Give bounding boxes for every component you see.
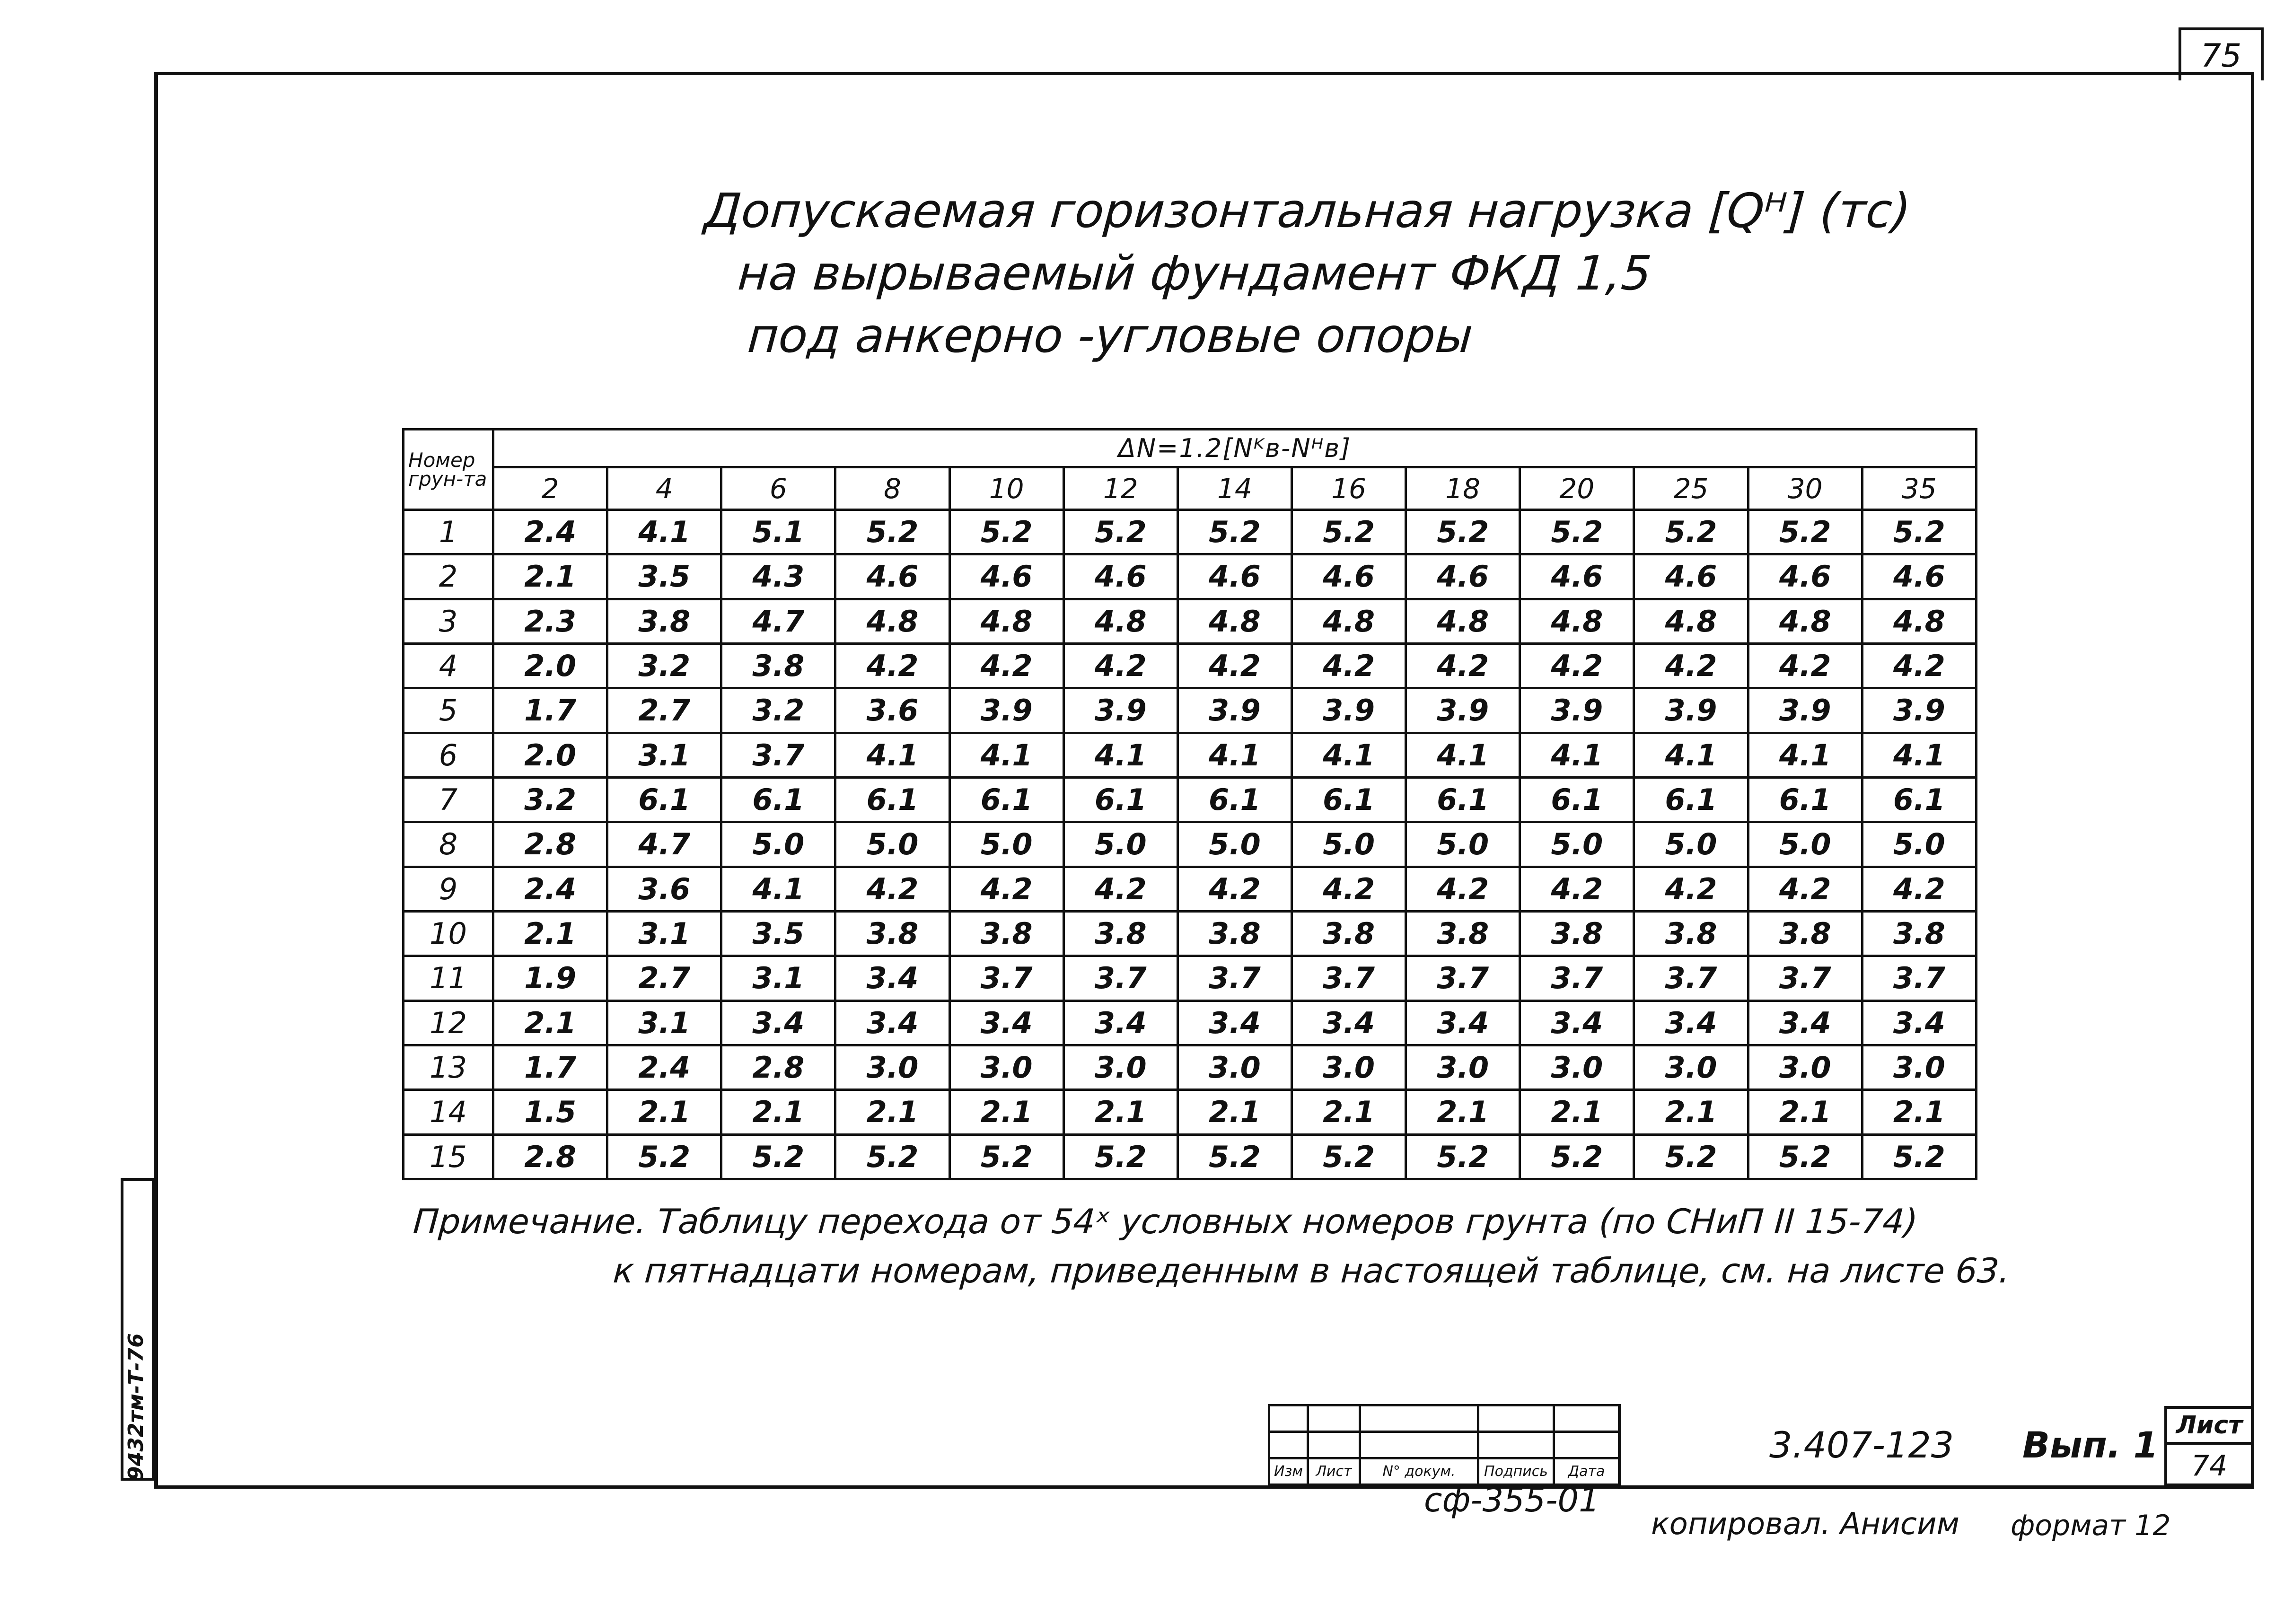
table-cell: 4.6 (1406, 554, 1520, 599)
table-cell: 4.6 (949, 554, 1063, 599)
table-cell: 4.2 (1291, 867, 1406, 911)
table-cell: 3.8 (1862, 911, 1976, 956)
table-cell: 4.6 (835, 554, 949, 599)
table-cell: 3.8 (1748, 911, 1862, 956)
load-table (402, 428, 1977, 1180)
stamp-column-label: Лист (1308, 1458, 1360, 1485)
row-header: Номер грун-та (404, 430, 493, 510)
table-cell: 3.8 (949, 911, 1063, 956)
table-cell: 4.8 (1862, 599, 1976, 643)
table-cell: 4.3 (721, 554, 835, 599)
table-cell: 3.0 (1634, 1045, 1748, 1089)
table-row (404, 956, 1977, 1001)
table-cell: 4.2 (835, 643, 949, 688)
table-cell: 3.9 (949, 688, 1063, 733)
table-cell: 4.2 (1862, 643, 1976, 688)
table-cell: 4.6 (1063, 554, 1177, 599)
table-cell: 2.8 (493, 822, 607, 867)
table-cell: 4.1 (1862, 733, 1976, 777)
table-cell: 3.0 (1520, 1045, 1634, 1089)
table-cell: 4.1 (721, 867, 835, 911)
table-cell: 1.7 (493, 688, 607, 733)
table-cell: 3.8 (1634, 911, 1748, 956)
table-cell: 3.0 (949, 1045, 1063, 1089)
table-cell: 4.8 (949, 599, 1063, 643)
table-cell: 1.7 (493, 1045, 607, 1089)
table-cell: 3.4 (1748, 1001, 1862, 1045)
table-cell: 5.2 (1634, 510, 1748, 554)
table-cell: 5.0 (949, 822, 1063, 867)
sheet-number: 74 (2191, 1449, 2228, 1483)
bottom-rule (1618, 1486, 2254, 1489)
table-cell: 4.6 (1520, 554, 1634, 599)
table-cell: 2.0 (493, 643, 607, 688)
table-cell: 5.2 (721, 1134, 835, 1179)
table-cell: 3.0 (1748, 1045, 1862, 1089)
table-row (404, 1090, 1977, 1134)
table-cell: 5.0 (721, 822, 835, 867)
table-cell: 6.1 (1063, 777, 1177, 822)
row-number: 15 (404, 1134, 493, 1179)
table-cell: 4.1 (1177, 733, 1291, 777)
table-cell: 5.2 (949, 1134, 1063, 1179)
table-cell: 1.9 (493, 956, 607, 1001)
table-cell: 5.2 (1177, 1134, 1291, 1179)
table-cell: 2.1 (949, 1090, 1063, 1134)
table-cell: 2.8 (493, 1134, 607, 1179)
table-cell: 4.2 (1748, 867, 1862, 911)
table-cell: 3.1 (721, 956, 835, 1001)
table-cell: 4.6 (1177, 554, 1291, 599)
table-cell: 5.0 (1291, 822, 1406, 867)
table-cell: 3.1 (607, 733, 721, 777)
table-cell: 3.0 (1406, 1045, 1520, 1089)
column-header: 25 (1634, 467, 1748, 510)
table-cell: 3.4 (1406, 1001, 1520, 1045)
table-cell: 2.1 (1634, 1090, 1748, 1134)
table-cell: 2.1 (607, 1090, 721, 1134)
column-header: 30 (1748, 467, 1862, 510)
table-row (404, 599, 1977, 643)
table-row (404, 1134, 1977, 1179)
table-cell: 3.2 (493, 777, 607, 822)
table-cell: 3.9 (1177, 688, 1291, 733)
table-cell: 4.8 (1520, 599, 1634, 643)
table-cell: 5.2 (835, 510, 949, 554)
column-header: 18 (1406, 467, 1520, 510)
table-row (404, 867, 1977, 911)
table-cell: 4.2 (1520, 643, 1634, 688)
column-header: 10 (949, 467, 1063, 510)
table-cell: 4.6 (1291, 554, 1406, 599)
table-cell: 3.0 (1063, 1045, 1177, 1089)
table-cell: 3.0 (835, 1045, 949, 1089)
table-cell: 3.7 (1177, 956, 1291, 1001)
table-cell: 2.1 (493, 911, 607, 956)
table-cell: 4.1 (1291, 733, 1406, 777)
table-cell: 3.4 (835, 956, 949, 1001)
table-cell: 5.2 (1748, 1134, 1862, 1179)
table-cell: 3.8 (1520, 911, 1634, 956)
table-cell: 3.7 (949, 956, 1063, 1001)
table-cell: 5.2 (1748, 510, 1862, 554)
table-cell: 3.0 (1177, 1045, 1291, 1089)
table-cell: 5.0 (1177, 822, 1291, 867)
table-cell: 3.1 (607, 1001, 721, 1045)
table-cell: 5.0 (1748, 822, 1862, 867)
cf-code: сф-355-01 (1424, 1481, 1600, 1519)
row-number: 12 (404, 1001, 493, 1045)
table-cell: 3.9 (1406, 688, 1520, 733)
row-number: 3 (404, 599, 493, 643)
table-cell: 6.1 (949, 777, 1063, 822)
table-cell: 3.4 (1177, 1001, 1291, 1045)
table-cell: 3.8 (1291, 911, 1406, 956)
table-cell: 3.7 (1748, 956, 1862, 1001)
table-cell: 4.1 (1063, 733, 1177, 777)
table-cell: 5.0 (1406, 822, 1520, 867)
table-cell: 3.6 (835, 688, 949, 733)
table-cell: 3.9 (1634, 688, 1748, 733)
table-row (404, 777, 1977, 822)
table-cell: 4.1 (949, 733, 1063, 777)
table-cell: 5.2 (1063, 510, 1177, 554)
row-number: 4 (404, 643, 493, 688)
table-cell: 4.8 (1063, 599, 1177, 643)
table-cell: 4.8 (1748, 599, 1862, 643)
table-cell: 4.2 (1177, 643, 1291, 688)
stamp-column-label: Дата (1554, 1458, 1619, 1485)
stamp-divider-2 (2164, 1406, 2167, 1489)
table-cell: 4.2 (1634, 867, 1748, 911)
table-cell: 2.1 (1177, 1090, 1291, 1134)
table-cell: 1.5 (493, 1090, 607, 1134)
table-row (404, 510, 1977, 554)
column-header: 35 (1862, 467, 1976, 510)
table-cell: 2.8 (721, 1045, 835, 1089)
page-number-top: 75 (2179, 27, 2264, 80)
table-cell: 3.9 (1063, 688, 1177, 733)
table-cell: 6.1 (721, 777, 835, 822)
table-cell: 3.7 (1291, 956, 1406, 1001)
table-cell: 4.7 (721, 599, 835, 643)
table-cell: 3.8 (721, 643, 835, 688)
table-row (404, 911, 1977, 956)
table-cell: 4.2 (1862, 867, 1976, 911)
table-cell: 4.6 (1748, 554, 1862, 599)
table-cell: 6.1 (1748, 777, 1862, 822)
table-cell: 3.7 (1862, 956, 1976, 1001)
table-cell: 2.7 (607, 688, 721, 733)
stamp-column-label: N° докум. (1360, 1458, 1478, 1485)
column-header: 14 (1177, 467, 1291, 510)
table-cell: 2.1 (835, 1090, 949, 1134)
table-cell: 5.2 (1406, 510, 1520, 554)
row-number: 2 (404, 554, 493, 599)
table-cell: 4.1 (1748, 733, 1862, 777)
table-cell: 6.1 (607, 777, 721, 822)
column-header: 2 (493, 467, 607, 510)
column-header: 16 (1291, 467, 1406, 510)
table-cell: 3.0 (1291, 1045, 1406, 1089)
table-cell: 4.8 (835, 599, 949, 643)
table-cell: 5.2 (1406, 1134, 1520, 1179)
table-cell: 4.2 (1063, 643, 1177, 688)
table-cell: 5.2 (949, 510, 1063, 554)
table-cell: 2.1 (1291, 1090, 1406, 1134)
note (408, 1197, 2024, 1295)
table-cell: 5.0 (1862, 822, 1976, 867)
document-code: 3.407-123 (1769, 1424, 1954, 1466)
table-cell: 5.2 (1063, 1134, 1177, 1179)
table-cell: 2.4 (607, 1045, 721, 1089)
table-cell: 3.5 (721, 911, 835, 956)
table-cell: 2.1 (493, 554, 607, 599)
table-cell: 4.1 (1520, 733, 1634, 777)
title-line-3: под анкерно -угловые опоры (746, 308, 1475, 363)
table-row (404, 554, 1977, 599)
table-cell: 6.1 (1520, 777, 1634, 822)
table-cell: 4.2 (1063, 867, 1177, 911)
table-cell: 3.6 (607, 867, 721, 911)
table-cell: 2.1 (721, 1090, 835, 1134)
table-cell: 3.8 (1063, 911, 1177, 956)
table-cell: 4.1 (1634, 733, 1748, 777)
row-number: 10 (404, 911, 493, 956)
table-cell: 3.4 (1063, 1001, 1177, 1045)
table-cell: 5.2 (1634, 1134, 1748, 1179)
table-cell: 2.4 (493, 867, 607, 911)
table-cell: 6.1 (1406, 777, 1520, 822)
table-cell: 5.2 (1862, 510, 1976, 554)
table-cell: 3.4 (1862, 1001, 1976, 1045)
table-cell: 5.0 (835, 822, 949, 867)
copied-by: копировал. Анисим (1651, 1507, 1959, 1542)
table-cell: 3.4 (1634, 1001, 1748, 1045)
table-cell: 3.4 (835, 1001, 949, 1045)
title-block-stamp (1268, 1404, 1620, 1486)
row-number: 9 (404, 867, 493, 911)
sheet-box (2164, 1406, 2254, 1486)
stamp-column-label: Изм (1269, 1458, 1308, 1485)
table-cell: 3.4 (1520, 1001, 1634, 1045)
table-cell: 3.7 (721, 733, 835, 777)
table-cell: 5.2 (1862, 1134, 1976, 1179)
stamp-column-label: Подпись (1478, 1458, 1554, 1485)
table-cell: 4.2 (835, 867, 949, 911)
table-cell: 2.4 (493, 510, 607, 554)
table-cell: 4.2 (1177, 867, 1291, 911)
table-cell: 3.9 (1291, 688, 1406, 733)
table-cell: 5.2 (1520, 510, 1634, 554)
row-number: 14 (404, 1090, 493, 1134)
row-number: 1 (404, 510, 493, 554)
table-cell: 4.7 (607, 822, 721, 867)
table-cell: 4.2 (1406, 867, 1520, 911)
table-cell: 2.1 (1862, 1090, 1976, 1134)
table-cell: 4.2 (1291, 643, 1406, 688)
sheet-label: Лист (2167, 1409, 2251, 1445)
table-cell: 2.3 (493, 599, 607, 643)
format-label: формат 12 (2011, 1509, 2171, 1542)
table-cell: 5.0 (1063, 822, 1177, 867)
table-cell: 4.6 (1634, 554, 1748, 599)
table-row (404, 643, 1977, 688)
table-cell: 6.1 (1291, 777, 1406, 822)
table-cell: 4.8 (1634, 599, 1748, 643)
table-cell: 4.8 (1291, 599, 1406, 643)
table-cell: 3.1 (607, 911, 721, 956)
table-row (404, 688, 1977, 733)
row-number: 6 (404, 733, 493, 777)
table-cell: 5.2 (1520, 1134, 1634, 1179)
table-cell: 3.8 (607, 599, 721, 643)
table-cell: 2.1 (1520, 1090, 1634, 1134)
column-header: 8 (835, 467, 949, 510)
table-cell: 2.1 (1406, 1090, 1520, 1134)
table-cell: 4.2 (1520, 867, 1634, 911)
table-cell: 5.2 (1177, 510, 1291, 554)
title-line-2: на вырываемый фундамент ФКД 1,5 (736, 246, 1653, 301)
table-cell: 3.7 (1520, 956, 1634, 1001)
column-header: 12 (1063, 467, 1177, 510)
table-cell: 4.1 (835, 733, 949, 777)
table-cell: 6.1 (1862, 777, 1976, 822)
side-code: 9432тм-Т-76 (124, 1333, 148, 1481)
table-cell: 4.2 (1748, 643, 1862, 688)
table-cell: 2.1 (493, 1001, 607, 1045)
row-number: 11 (404, 956, 493, 1001)
table-cell: 4.1 (607, 510, 721, 554)
table-cell: 3.2 (721, 688, 835, 733)
table-cell: 5.2 (835, 1134, 949, 1179)
table-cell: 4.6 (1862, 554, 1976, 599)
table-row (404, 1001, 1977, 1045)
table-cell: 3.8 (1177, 911, 1291, 956)
table-cell: 3.7 (1634, 956, 1748, 1001)
table-cell: 6.1 (835, 777, 949, 822)
table-cell: 3.9 (1862, 688, 1976, 733)
table-cell: 5.0 (1520, 822, 1634, 867)
table-cell: 4.8 (1177, 599, 1291, 643)
table-cell: 3.5 (607, 554, 721, 599)
table-cell: 5.2 (1291, 1134, 1406, 1179)
note-line-1: Примечание. Таблицу перехода от 54ˣ условных номеров грунта (по СНиП II 15-74) (412, 1202, 1919, 1241)
table-cell: 3.7 (1406, 956, 1520, 1001)
table-cell: 6.1 (1634, 777, 1748, 822)
table-cell: 2.0 (493, 733, 607, 777)
table-cell: 3.0 (1862, 1045, 1976, 1089)
table-cell: 3.9 (1520, 688, 1634, 733)
table-cell: 4.2 (1406, 643, 1520, 688)
table-cell: 4.1 (1406, 733, 1520, 777)
table-cell: 3.8 (835, 911, 949, 956)
column-header: 20 (1520, 467, 1634, 510)
table-cell: 3.2 (607, 643, 721, 688)
table-cell: 3.9 (1748, 688, 1862, 733)
table-cell: 2.1 (1063, 1090, 1177, 1134)
issue-number: Вып. 1 (2022, 1424, 2159, 1466)
table-row (404, 1045, 1977, 1089)
table-cell: 5.0 (1634, 822, 1748, 867)
stamp-divider (1618, 1404, 1621, 1488)
table-cell: 3.7 (1063, 956, 1177, 1001)
table-row (404, 733, 1977, 777)
table-cell: 2.7 (607, 956, 721, 1001)
table-cell: 5.2 (607, 1134, 721, 1179)
row-number: 5 (404, 688, 493, 733)
row-number: 13 (404, 1045, 493, 1089)
table-cell: 3.4 (949, 1001, 1063, 1045)
table-cell: 3.4 (721, 1001, 835, 1045)
table-cell: 4.2 (949, 867, 1063, 911)
table-cell: 4.8 (1406, 599, 1520, 643)
column-header: 4 (607, 467, 721, 510)
row-number: 7 (404, 777, 493, 822)
table-cell: 2.1 (1748, 1090, 1862, 1134)
table-cell: 5.2 (1291, 510, 1406, 554)
row-number: 8 (404, 822, 493, 867)
table-cell: 4.2 (1634, 643, 1748, 688)
title-line-1: Допускаемая горизонтальная нагрузка [Qᴴ] (тс) (703, 183, 1913, 238)
note-line-2: к пятнадцати номерам, приведенным в настоящей таблице, см. на листе 63. (612, 1251, 2012, 1290)
table-cell: 6.1 (1177, 777, 1291, 822)
table-cell: 4.2 (949, 643, 1063, 688)
page-title (694, 180, 1913, 367)
table-cell: 5.1 (721, 510, 835, 554)
table-cell: 3.8 (1406, 911, 1520, 956)
column-header: 6 (721, 467, 835, 510)
formula-header: ΔN=1.2[Nᴷв-Nᴴв] (493, 430, 1977, 467)
table-row (404, 822, 1977, 867)
table-cell: 3.4 (1291, 1001, 1406, 1045)
